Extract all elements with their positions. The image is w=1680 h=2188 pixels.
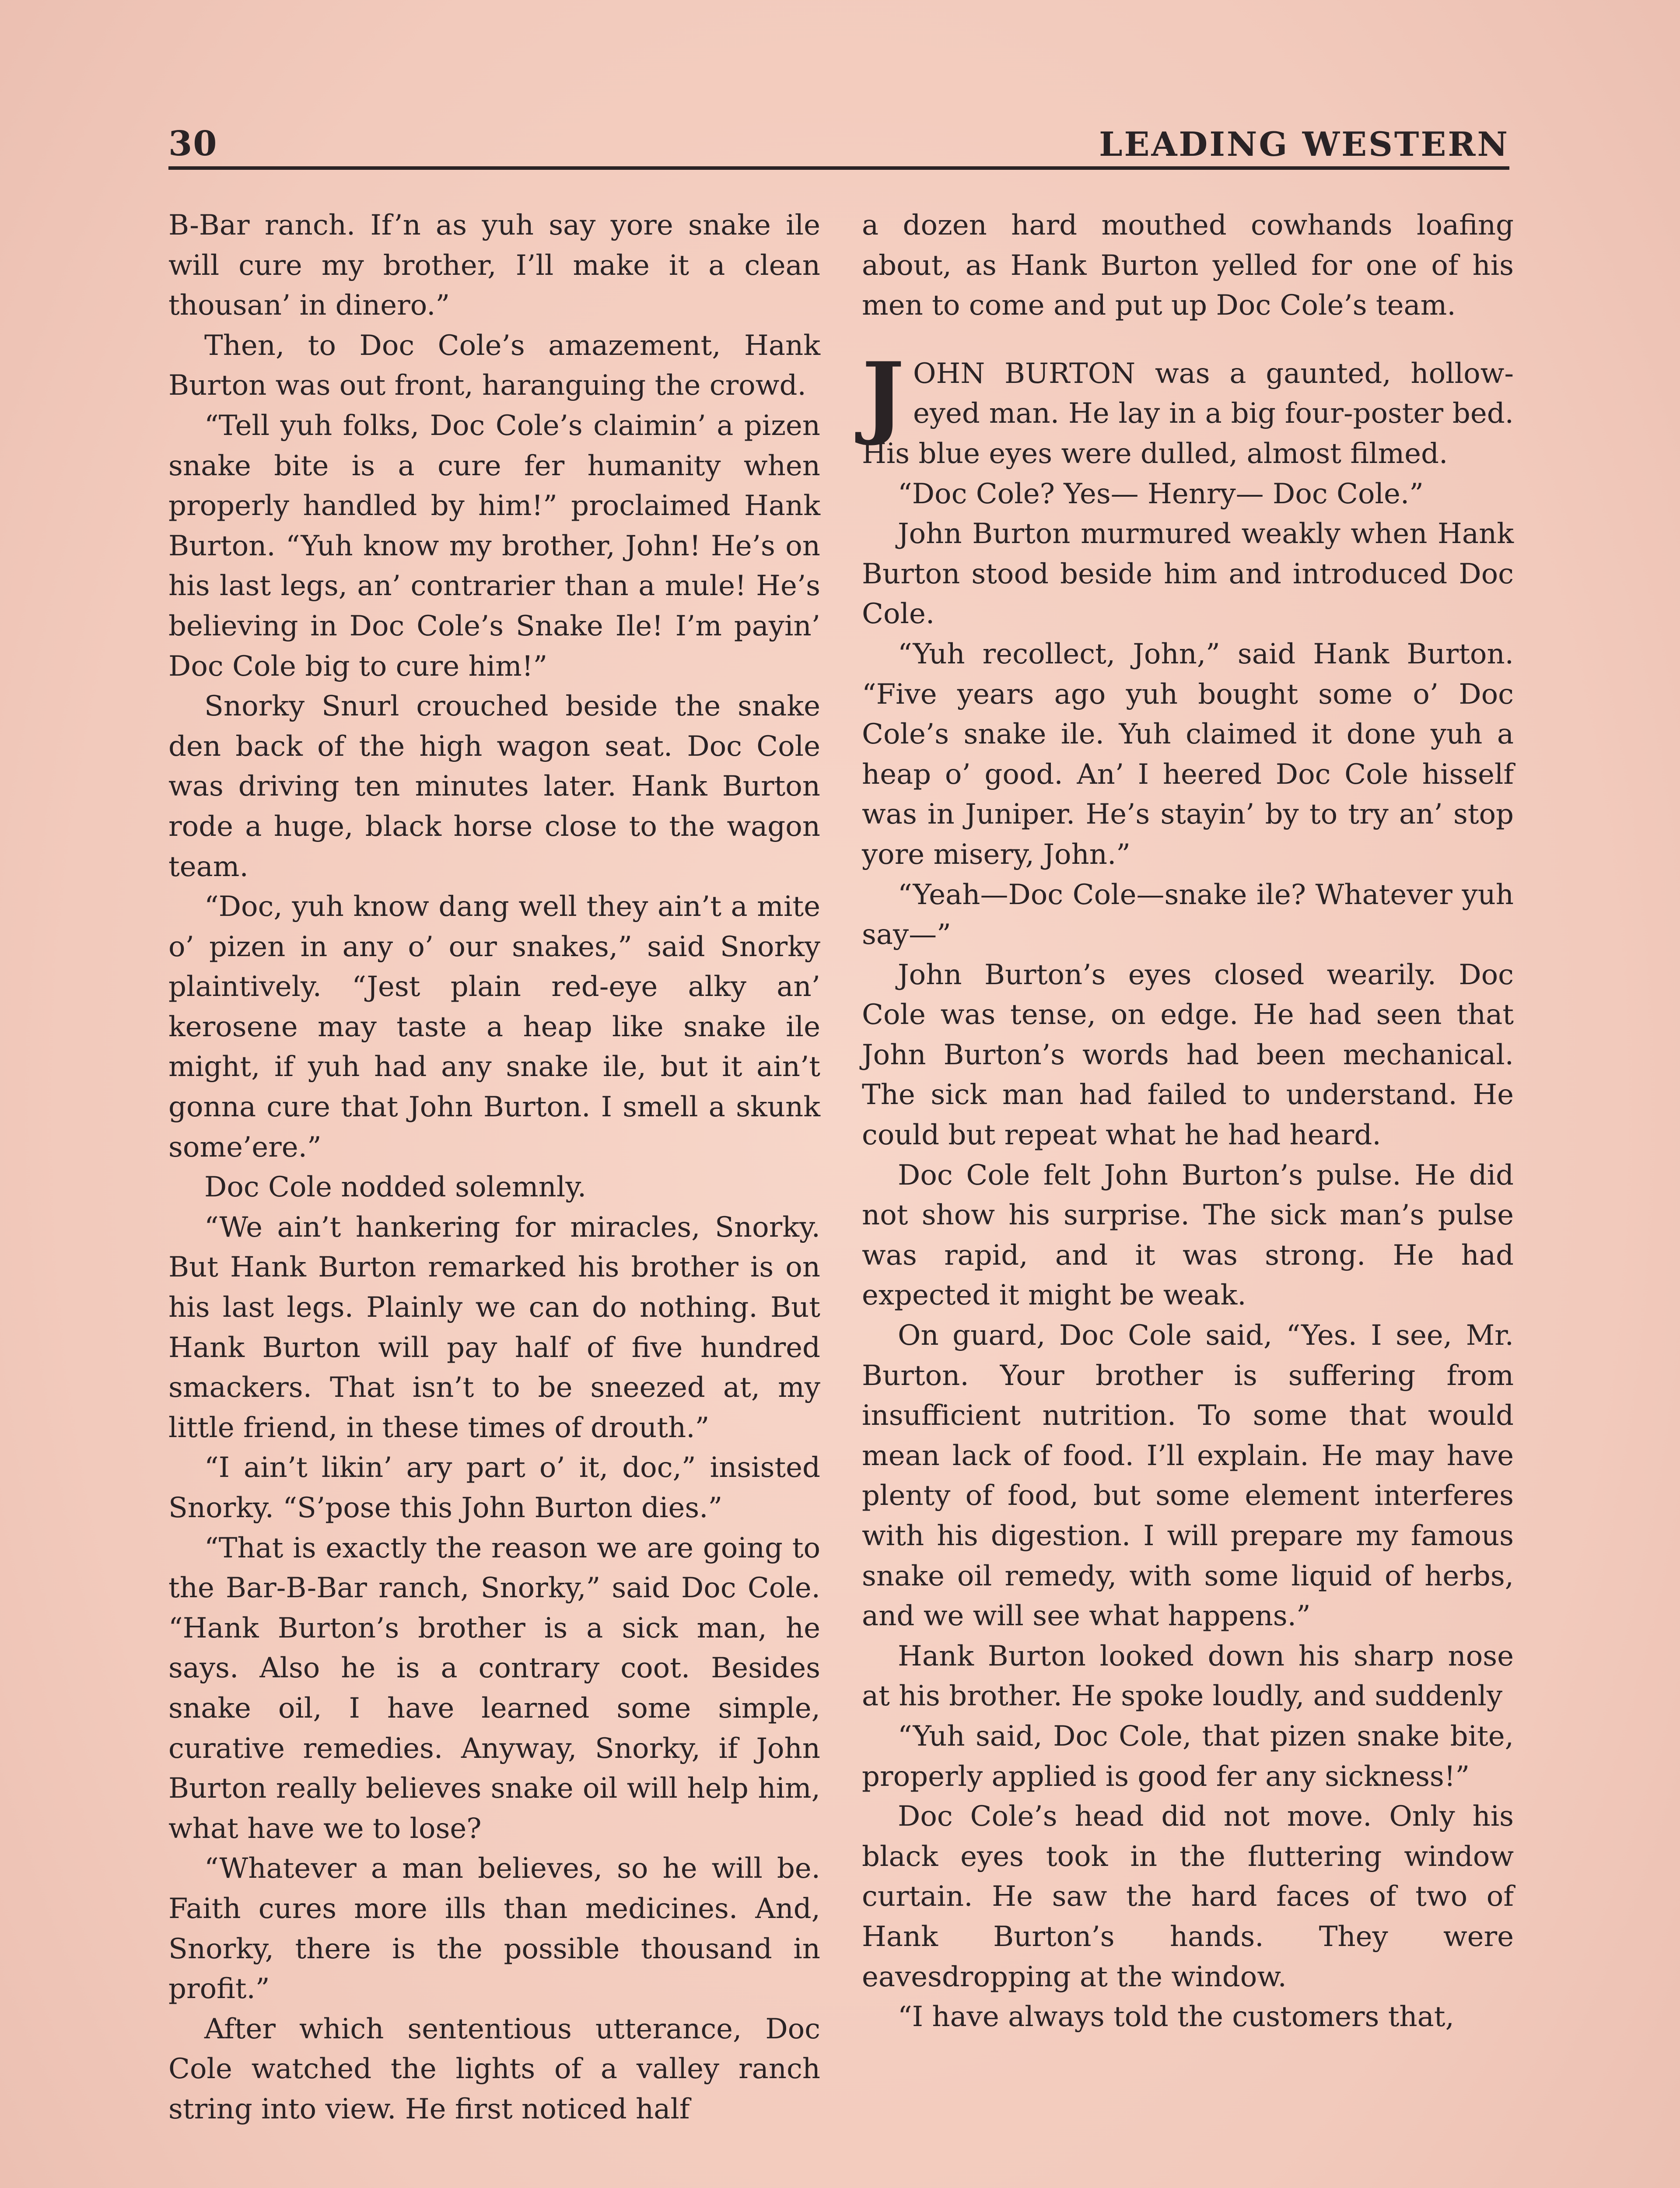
paragraph: “Doc Cole? Yes— Henry— Doc Cole.” <box>898 477 1424 510</box>
paragraph: Snorky Snurl crouched beside the snake den back of the high wagon seat. Doc Cole was driving ten minutes later. Hank Burton rode a huge, black horse close to the wagon team. <box>168 690 820 883</box>
paragraph: Hank Burton looked down his sharp nose at his brother. He spoke loudly, and suddenly <box>862 1640 1514 1713</box>
drop-cap: J <box>862 343 904 448</box>
paragraph: “Doc, yuh know dang well they ain’t a mite o’ pizen in any o’ our snakes,” said Snorky plaintively. “Jest plain red-eye alky an’ kerosene may taste a heap like snake ile might, if yuh had any snake ile, but it ain’t gonna cure that John Burton. I smell a skunk some’ere.” <box>168 891 820 1164</box>
paragraph: “Whatever a man believes, so he will be. Faith cures more ills than medicines. And, Snorky, there is the possible thousand in profit.” <box>168 1852 820 2006</box>
paragraph: Then, to Doc Cole’s amazement, Hank Burton was out front, haranguing the crowd. <box>168 329 820 402</box>
paragraph: “Yuh recollect, John,” said Hank Burton. “Five years ago yuh bought some o’ Doc Cole’s snake ile. Yuh claimed it done yuh a heap o’ good. An’ I heered Doc Cole hisself was in Juniper. He’s stayin’ by to try an’ stop yore misery, John.” <box>862 638 1514 871</box>
paragraph: “We ain’t hankering for miracles, Snorky. But Hank Burton remarked his brother is on his last legs. Plainly we can do nothing. But Hank Burton will pay half of five hundred smackers. That isn’t to be sneezed at, my little friend, in these times of drouth.” <box>168 1211 820 1444</box>
right-column <box>862 206 1514 2037</box>
left-column <box>168 206 820 2130</box>
paragraph: Doc Cole felt John Burton’s pulse. He did not show his surprise. The sick man’s pulse was rapid, and it was strong. He had expected it might be weak. <box>862 1159 1514 1312</box>
page-number: 30 <box>168 124 218 164</box>
paragraph: “Yuh said, Doc Cole, that pizen snake bite, properly applied is good fer any sickness!” <box>862 1720 1514 1793</box>
paragraph: B-Bar ranch. If’n as yuh say yore snake ile will cure my brother, I’ll make it a clean thousan’ in dinero.” <box>168 209 820 322</box>
paragraph: “That is exactly the reason we are going to the Bar-B-Bar ranch, Snorky,” said Doc Cole. “Hank Burton’s brother is a sick man, he says. Also he is a contrary coot. Besides snake oil, I have learned some simple, curative remedies. Anyway, Snorky, if John Burton really believes snake oil will help him, what have we to lose? <box>168 1532 820 1845</box>
page-header <box>168 118 1509 170</box>
paragraph: “Yeah—Doc Cole—snake ile? Whatever yuh say—” <box>862 878 1514 951</box>
magazine-title: LEADING WESTERN <box>1099 125 1509 164</box>
paragraph: Doc Cole nodded solemnly. <box>204 1171 587 1204</box>
section-opening-paragraph <box>862 343 1514 474</box>
paragraph: John Burton murmured weakly when Hank Burton stood beside him and introduced Doc Cole. <box>862 518 1514 631</box>
paragraph: After which sententious utterance, Doc Cole watched the lights of a valley ranch string into view. He first noticed half <box>168 2013 820 2125</box>
section-opening-text: OHN BURTON was a gaunted, hollow-eyed man. He lay in a big four-poster bed. His blue eyes were dulled, almost filmed. <box>862 357 1514 470</box>
paragraph: Doc Cole’s head did not move. Only his black eyes took in the fluttering window curtain. He saw the hard faces of two of Hank Burton’s hands. They were eavesdropping at the window. <box>862 1800 1514 1993</box>
paragraph: “Tell yuh folks, Doc Cole’s claimin’ a pizen snake bite is a cure fer humanity when properly handled by him!” proclaimed Hank Burton. “Yuh know my brother, John! He’s on his last legs, an’ contrarier than a mule! He’s believing in Doc Cole’s Snake Ile! I’m payin’ Doc Cole big to cure him!” <box>168 409 820 683</box>
paragraph: On guard, Doc Cole said, “Yes. I see, Mr. Burton. Your brother is suffering from insufficient nutrition. To some that would mean lack of food. I’ll explain. He may have plenty of food, but some element interferes with his digestion. I will prepare my famous snake oil remedy, with some liquid of herbs, and we will see what happens.” <box>862 1319 1514 1633</box>
paragraph: “I have always told the customers that, <box>898 2001 1454 2034</box>
paragraph: John Burton’s eyes closed wearily. Doc Cole was tense, on edge. He had seen that John Burton’s words had been mechanical. The sick man had failed to understand. He could but repeat what he had heard. <box>862 958 1514 1152</box>
paragraph: “I ain’t likin’ ary part o’ it, doc,” insisted Snorky. “S’pose this John Burton dies.” <box>168 1452 820 1524</box>
paragraph: a dozen hard mouthed cowhands loafing about, as Hank Burton yelled for one of his men to come and put up Doc Cole’s team. <box>862 209 1514 322</box>
